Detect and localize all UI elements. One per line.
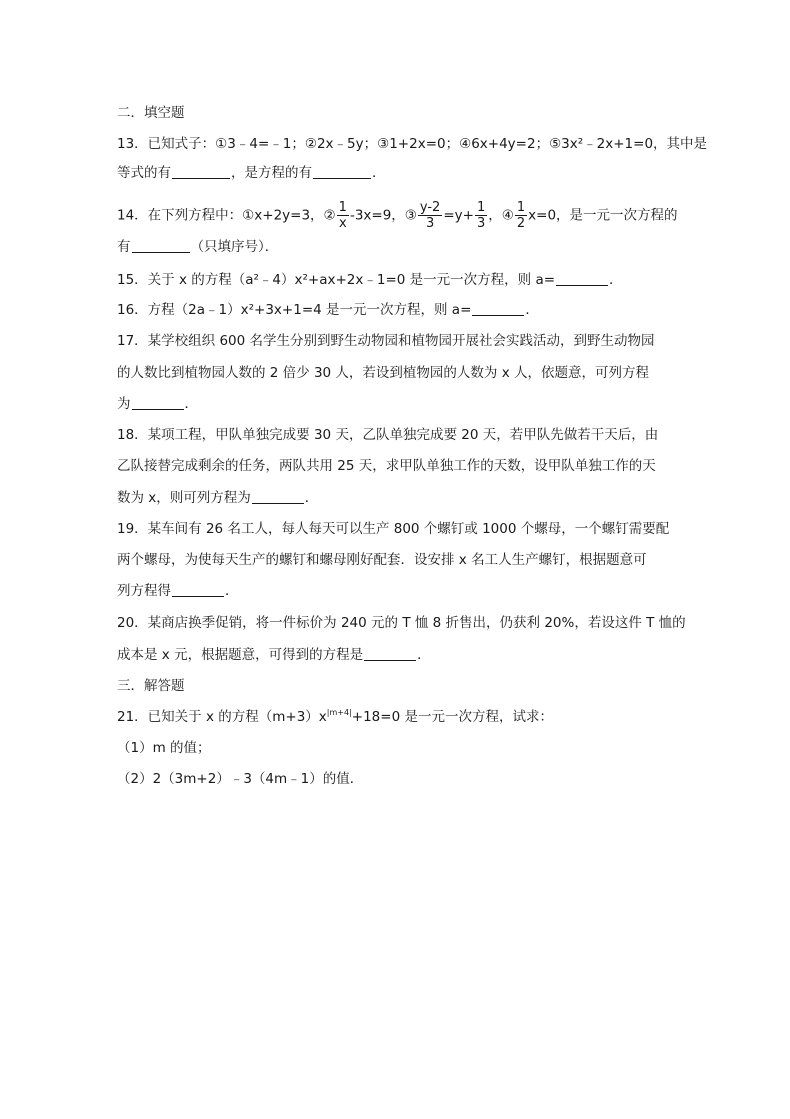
q14-text-f: 有 [117,239,131,255]
q19-text-a: 列方程得 [117,583,171,599]
question-17-line-2: 的人数比到植物园人数的 2 倍少 30 人，若设到植物园的人数为 x 人，依题意，可列方程 [117,365,650,381]
fraction-numerator: 1 [516,200,526,215]
answer-blank [132,395,184,410]
answer-blank [313,164,371,179]
q14-text-e: x=0，是一元一次方程的 [528,207,678,224]
q21-text-a: 21．已知关于 x 的方程（m+3）x [117,709,327,725]
fraction-1-over-x [337,200,349,231]
q21-exponent: |m+4| [326,708,352,717]
q21-text-b: +18=0 是一元一次方程，试求： [351,709,553,725]
question-19-line-2: 两个螺母，为使每天生产的螺钉和螺母刚好配套．设安排 x 名工人生产螺钉，根据题意可 [117,552,647,568]
answer-blank [364,646,416,661]
question-13-line-2 [117,163,386,183]
q14-text-b: -3x=9，③ [349,207,417,224]
q16-text: 16．方程（2a﹣1）x²+3x+1=4 是一元一次方程，则 a= [117,302,472,318]
question-17-line-1: 17．某学校组织 600 名学生分别到野生动物园和植物园开展社会实践活动，到野生动物园 [117,333,655,349]
q17-period: ． [184,396,198,412]
q13-text-b: ，是方程的有 [231,165,312,181]
q17-text-a: 为 [117,396,131,412]
question-20-line-2 [117,645,431,665]
q14-text-c: =y+ [443,207,474,224]
q19-period: ． [225,583,239,599]
question-21 [117,707,553,727]
q18-period: ． [304,490,319,506]
q16-period: ． [525,302,539,318]
question-20-line-1: 20．某商店换季促销，将一件标价为 240 元的 T 恤 8 折售出，仍获利 20%，若设这件 T 恤的 [117,615,686,631]
question-18-line-2: 乙队接替完成剩余的任务，两队共用 25 天，求甲队单独工作的天数，设甲队单独工作的天 [117,458,656,474]
answer-blank [252,489,304,504]
answer-blank [472,301,524,316]
q14-text-d: ，④ [488,207,514,224]
q20-period: ． [417,647,431,663]
fraction-denominator: 3 [476,216,486,231]
question-18-line-1: 18．某项工程，甲队单独完成要 30 天，乙队单独完成要 20 天，若甲队先做若干天后，由 [117,427,659,443]
fraction-1-over-3 [475,200,487,231]
question-15 [117,270,623,290]
answer-blank [132,238,190,253]
answer-blank [172,164,230,179]
question-21-part-2: （2）2（3m+2）﹣3（4m﹣1）的值． [117,771,364,787]
fraction-denominator: 2 [516,216,526,231]
fraction-numerator: 1 [476,200,486,215]
q13-text-c: ． [372,165,386,181]
q14-text-a: 14．在下列方程中：①x+2y=3，② [117,207,336,224]
fraction-y-minus-2-over-3 [418,200,442,231]
question-18-line-3 [117,488,318,508]
fraction-numerator: 1 [338,200,347,215]
q15-period: ． [609,272,623,288]
q14-text-g: （只填序号）． [190,239,279,255]
question-17-line-3 [117,394,198,414]
fraction-denominator: x [338,216,347,231]
question-19-line-3 [117,581,239,601]
section-answer-heading: 三．解答题 [117,678,185,694]
question-16 [117,300,539,320]
q13-text-a: 等式的有 [117,165,171,181]
fraction-denominator: 3 [425,216,435,231]
question-19-line-1: 19．某车间有 26 名工人，每人每天可以生产 800 个螺钉或 1000 个螺母，一个螺钉需要配 [117,521,670,537]
q20-text-a: 成本是 x 元，根据题意，可得到的方程是 [117,647,364,663]
q18-text-a: 数为 x，则可列方程为 [117,490,251,506]
question-14-line-2 [117,237,278,257]
section-fill-in-heading: 二．填空题 [117,105,185,121]
question-21-part-1: （1）m 的值； [117,740,211,756]
fraction-1-over-2 [515,200,527,231]
question-13-line-1: 13．已知式子：①3﹣4=﹣1；②2x﹣5y；③1+2x=0；④6x+4y=2；⑤3x²﹣2x+1=0，其中是 [117,136,708,152]
q15-text: 15．关于 x 的方程（a²﹣4）x²+ax+2x﹣1=0 是一元一次方程，则 a= [117,272,556,288]
answer-blank [172,582,224,597]
question-14-line-1 [117,200,678,231]
answer-blank [556,271,608,286]
fraction-numerator: y-2 [419,200,441,215]
